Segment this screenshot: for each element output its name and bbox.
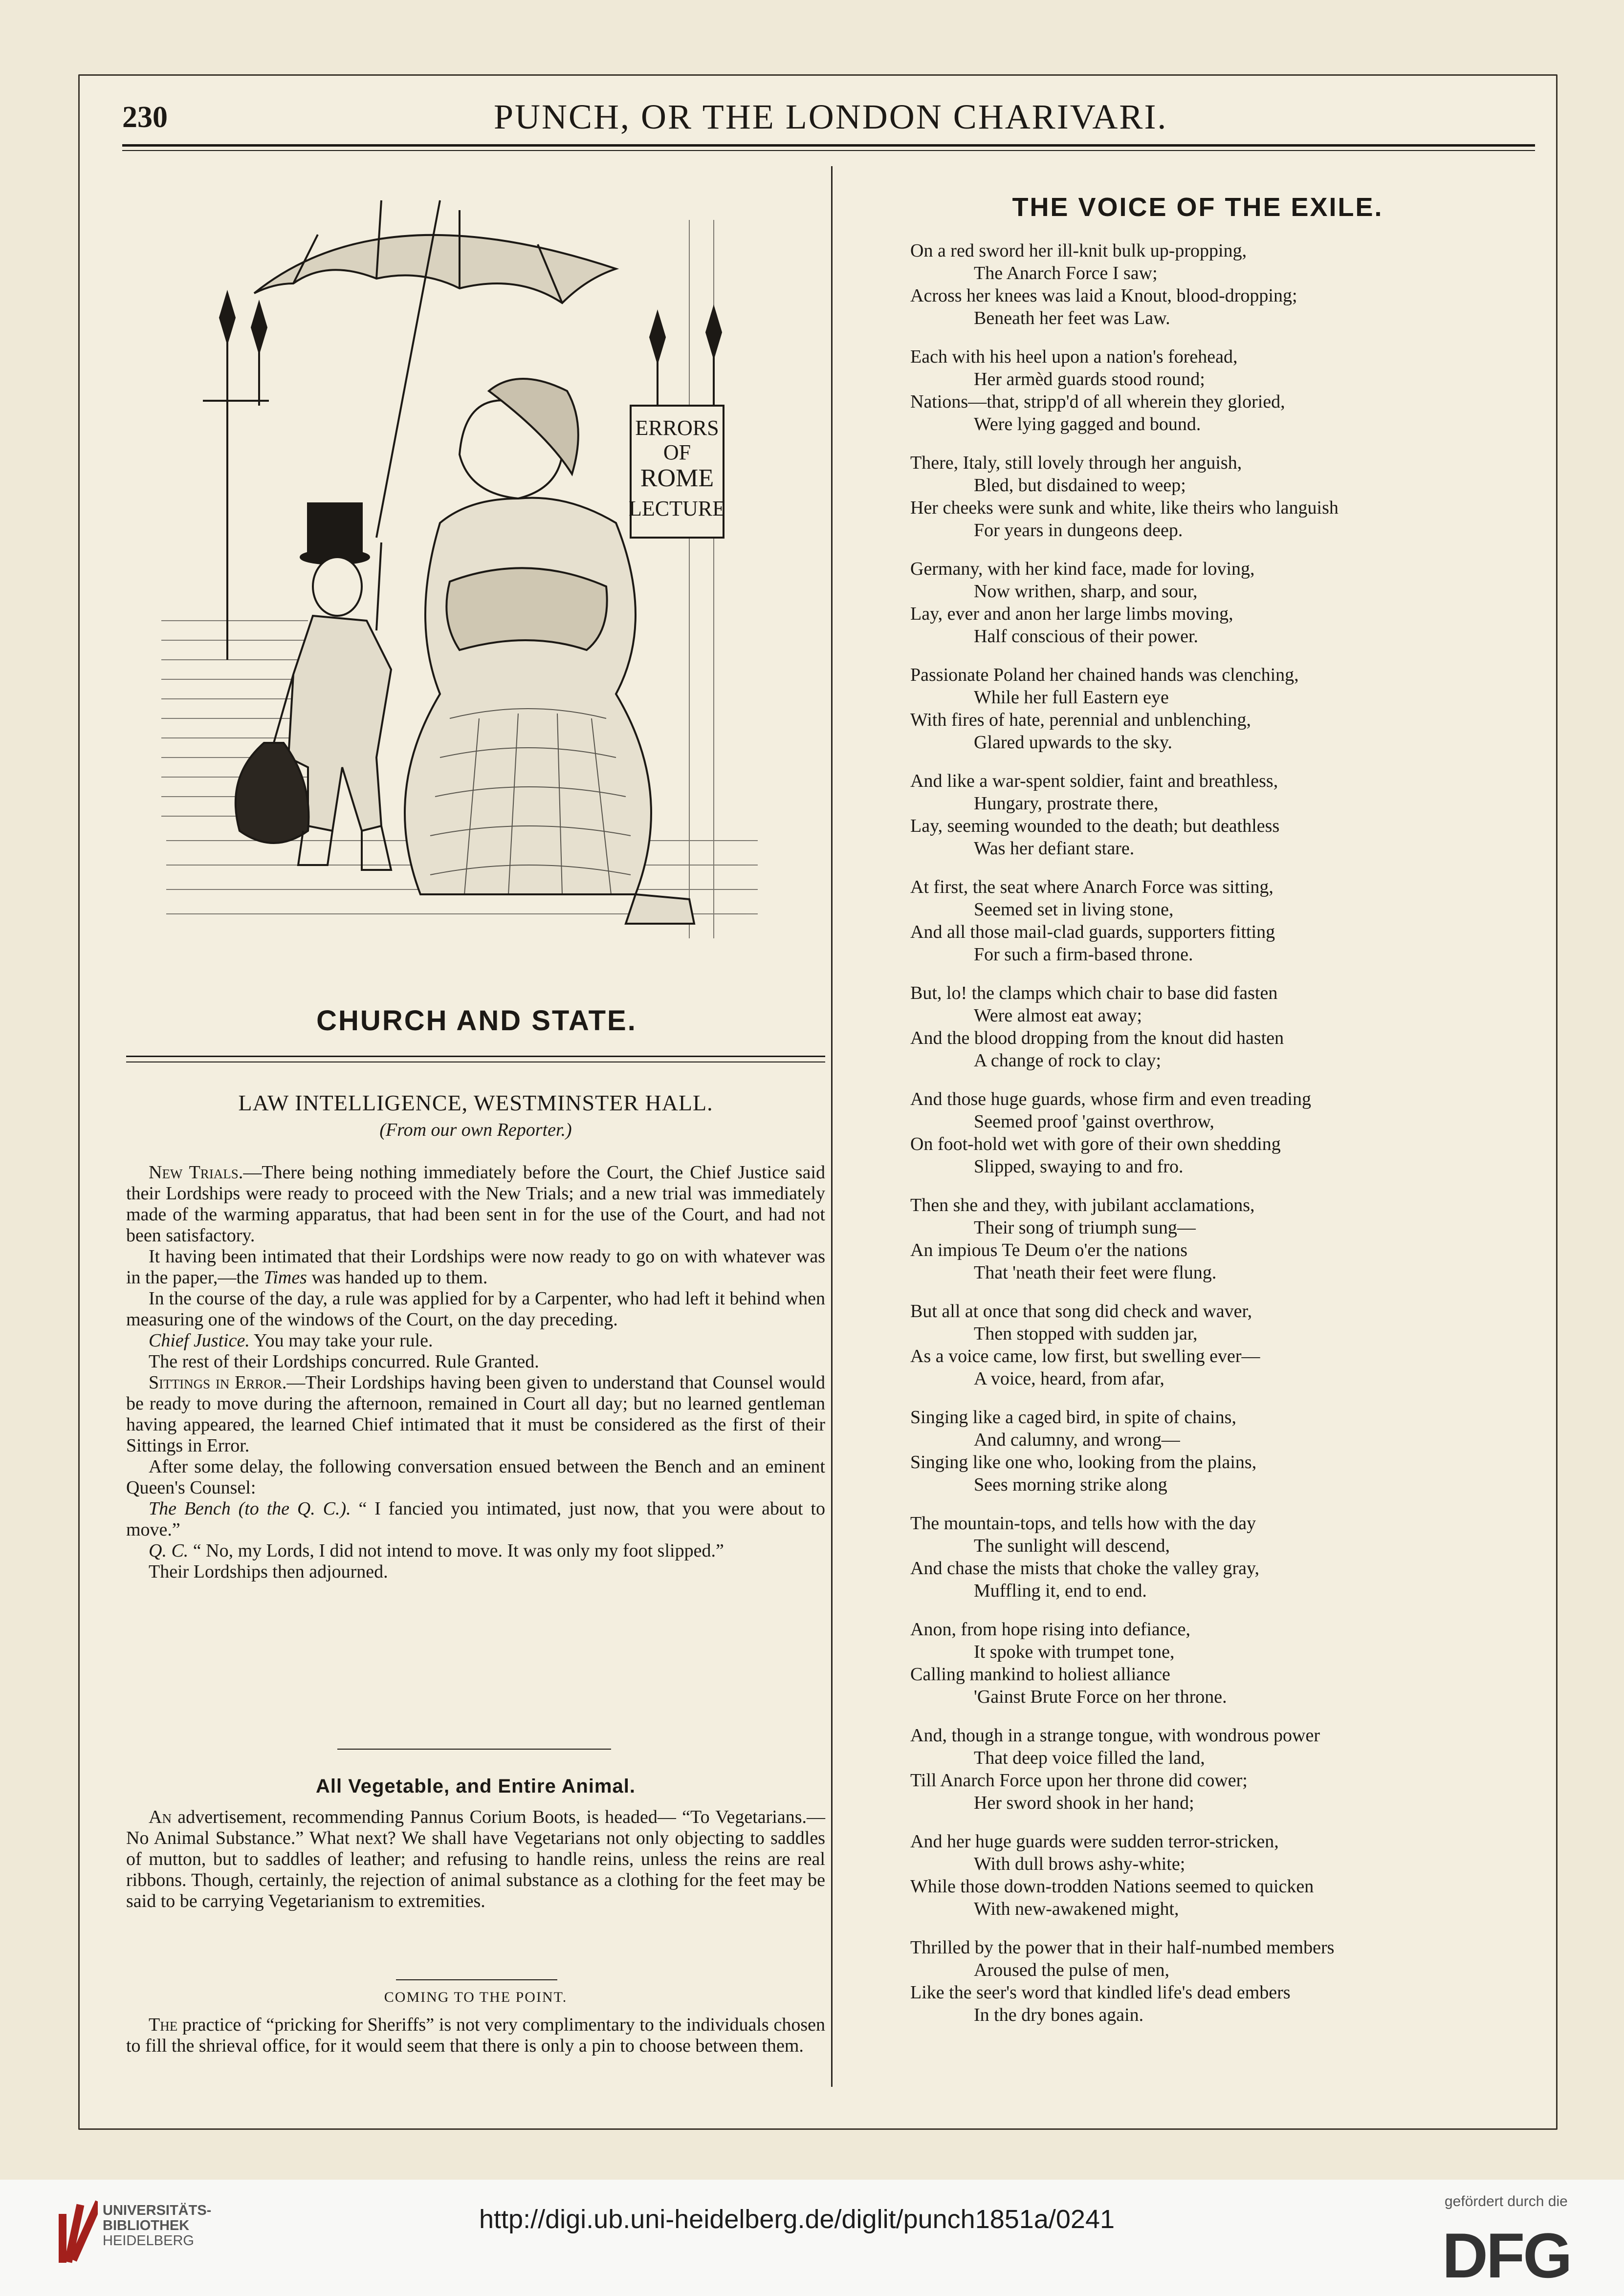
poster-line-4: LECTURE (629, 497, 725, 520)
paragraph: The practice of “pricking for Sheriffs” is not very complimentary to the individuals chosen to fill the shrieval office, for it would seem that there is only a pin to choose between them. (126, 2014, 825, 2056)
poem-stanza (910, 1300, 1541, 1390)
short-rule (396, 1979, 557, 1980)
poem-line: And like a war-spent soldier, faint and breathless, (910, 771, 1278, 791)
poem-line: And the blood dropping from the knout did hasten (910, 1028, 1284, 1048)
poem-line: Her armèd guards stood round; (974, 369, 1205, 390)
poem-line: Hungary, prostrate there, (974, 793, 1159, 814)
poem-line: Beneath her feet was Law. (974, 308, 1170, 328)
poem-line: Their song of triumph sung— (974, 1217, 1196, 1238)
poem-line: Half conscious of their power. (974, 626, 1199, 647)
poem-line: Across her knees was laid a Knout, blood-dropping; (910, 285, 1297, 306)
law-subtitle: (From our own Reporter.) (379, 1120, 572, 1140)
poem-stanza (910, 876, 1541, 966)
poem-stanza (910, 1618, 1541, 1708)
poem-line: On a red sword her ill-knit bulk up-propping, (910, 240, 1247, 261)
poem-line: With new-awakened might, (974, 1899, 1179, 1919)
poem-line: A voice, heard, from afar, (974, 1368, 1164, 1389)
poem-line: At first, the seat where Anarch Force was sitting, (910, 877, 1273, 897)
poem-stanza (910, 452, 1541, 542)
section-rule (126, 1056, 825, 1057)
paragraph: New Trials.—There being nothing immediately before the Court, the Chief Justice said their Lordships were ready to proceed with the New Trials; and a new trial was immediately made of the warming apparatus, that had been sent in for the use of the Court, and had not been satisfactory. (126, 1162, 825, 1246)
poem-line: Passionate Poland her chained hands was clenching, (910, 665, 1299, 685)
poem-stanza (910, 346, 1541, 435)
poem-line: Like the seer's word that kindled life's dead embers (910, 1982, 1291, 2003)
poem-stanza (910, 664, 1541, 754)
poem-line: Then she and they, with jubilant acclamations, (910, 1195, 1255, 1215)
cartoon-illustration (147, 181, 807, 987)
poem-line: Singing like one who, looking from the plains, (910, 1452, 1257, 1473)
poem-line: Glared upwards to the sky. (974, 732, 1172, 753)
poem-line: 'Gainst Brute Force on her throne. (974, 1687, 1227, 1707)
poem-line: Calling mankind to holiest alliance (910, 1664, 1170, 1685)
poem-line: Slipped, swaying to and fro. (974, 1156, 1184, 1177)
paragraph: The rest of their Lordships concurred. Rule Granted. (149, 1351, 539, 1372)
poem-stanza (910, 1936, 1541, 2026)
footer-bar (0, 2180, 1624, 2296)
poem-line: Lay, ever and anon her large limbs moving, (910, 604, 1233, 624)
poem-line: Were lying gagged and bound. (974, 414, 1201, 434)
poem-line: Seemed proof 'gainst overthrow, (974, 1111, 1214, 1132)
poem-line: That 'neath their feet were flung. (974, 1262, 1217, 1283)
header-rule-thin (122, 150, 1535, 151)
poem-line: And all those mail-clad guards, supporters fitting (910, 922, 1275, 942)
poem-line: But, lo! the clamps which chair to base did fasten (910, 983, 1278, 1003)
page-title: PUNCH, OR THE LONDON CHARIVARI. (494, 97, 1168, 136)
poem-line: The Anarch Force I saw; (974, 263, 1158, 283)
poem-stanza (910, 1088, 1541, 1178)
poem-line: Nations—that, stripp'd of all wherein they gloried, (910, 391, 1285, 412)
poem-line: And her huge guards were sudden terror-stricken, (910, 1831, 1279, 1852)
point-title: COMING TO THE POINT. (384, 1989, 568, 2005)
umbrella (254, 200, 616, 538)
poem-line: Thrilled by the power that in their half-numbed members (910, 1937, 1335, 1958)
poem-line: And those huge guards, whose firm and even treading (910, 1089, 1311, 1109)
short-rule (337, 1749, 611, 1750)
poem-line: And chase the mists that choke the valley gray, (910, 1558, 1260, 1579)
poster-line-3: ROME (640, 464, 714, 492)
poem (910, 239, 1541, 2042)
poem-stanza (910, 1194, 1541, 1284)
poem-line: For such a firm-based throne. (974, 944, 1193, 965)
poem-stanza (910, 1406, 1541, 1496)
poem-line: There, Italy, still lovely through her anguish, (910, 453, 1242, 473)
poem-line: Her sword shook in her hand; (974, 1793, 1194, 1813)
poem-line: Was her defiant stare. (974, 838, 1135, 859)
paragraph: Q. C. “ No, my Lords, I did not intend to move. It was only my foot slipped.” (149, 1540, 724, 1561)
poem-line: With fires of hate, perennial and unblenching, (910, 710, 1251, 730)
poem-line: It spoke with trumpet tone, (974, 1642, 1175, 1662)
poem-stanza (910, 239, 1541, 329)
library-name: UNIVERSITÄTS- BIBLIOTHEK HEIDELBERG (103, 2203, 212, 2249)
poem-line: And, though in a strange tongue, with wondrous power (910, 1725, 1320, 1746)
header-rule (122, 144, 1535, 147)
poem-line: An impious Te Deum o'er the nations (910, 1240, 1188, 1260)
poem-line: Lay, seeming wounded to the death; but deathless (910, 816, 1280, 836)
page-number: 230 (122, 101, 168, 134)
poem-line: On foot-hold wet with gore of their own shedding (910, 1134, 1281, 1154)
lead-in: Sittings in Error. (149, 1372, 287, 1393)
veg-title: All Vegetable, and Entire Animal. (316, 1776, 636, 1797)
poem-line: While her full Eastern eye (974, 687, 1169, 708)
paragraph: In the course of the day, a rule was applied for by a Carpenter, who had left it behind when measuring one of the windows of the Court, on the day preceding. (126, 1288, 825, 1330)
poem-stanza (910, 558, 1541, 648)
poster-line-1: ERRORS (635, 416, 719, 440)
poem-line: Muffling it, end to end. (974, 1581, 1147, 1601)
poem-line: The mountain-tops, and tells how with the day (910, 1513, 1256, 1534)
paragraph: The Bench (to the Q. C.). “ I fancied you intimated, just now, that you were about to move.” (126, 1498, 825, 1540)
poem-line: That deep voice filled the land, (974, 1748, 1205, 1768)
poem-line: Anon, from hope rising into defiance, (910, 1619, 1191, 1640)
poem-line: A change of rock to clay; (974, 1050, 1162, 1071)
poem-line: In the dry bones again. (974, 2005, 1144, 2025)
sponsor-text: gefördert durch die (1445, 2193, 1568, 2209)
poem-line: As a voice came, low first, but swelling ever— (910, 1346, 1260, 1366)
lead-in: New Trials. (149, 1162, 243, 1183)
poem-line: Till Anarch Force upon her throne did cower; (910, 1770, 1248, 1791)
column-divider (831, 166, 833, 2087)
poem-line: For years in dungeons deep. (974, 520, 1183, 541)
law-title: LAW INTELLIGENCE, WESTMINSTER HALL. (238, 1090, 713, 1115)
poem-stanza (910, 1724, 1541, 1814)
poem-line: But all at once that song did check and waver, (910, 1301, 1252, 1321)
poem-stanza (910, 1512, 1541, 1602)
poem-stanza (910, 1830, 1541, 1920)
cartoon-caption: CHURCH AND STATE. (316, 1005, 637, 1037)
poem-line: Her cheeks were sunk and white, like theirs who languish (910, 498, 1339, 518)
poem-line: Singing like a caged bird, in spite of chains, (910, 1407, 1236, 1428)
dfg-logo: DFG (1442, 2220, 1571, 2291)
poem-line: And calumny, and wrong— (974, 1430, 1180, 1450)
poem-line: Bled, but disdained to weep; (974, 475, 1186, 496)
law-article (126, 1162, 825, 1582)
boy-figure (236, 503, 391, 870)
poem-stanza (910, 770, 1541, 860)
paragraph: Their Lordships then adjourned. (149, 1561, 388, 1582)
poem-line: While those down-trodden Nations seemed to quicken (910, 1876, 1314, 1897)
library-logo-icon (54, 2194, 98, 2268)
poem-line: With dull brows ashy-white; (974, 1854, 1185, 1874)
poster-line-2: OF (663, 440, 691, 464)
poem-line: Seemed set in living stone, (974, 899, 1174, 920)
point-article (126, 2014, 825, 2057)
poem-title: THE VOICE OF THE EXILE. (1012, 193, 1383, 222)
poem-line: Sees morning strike along (974, 1474, 1167, 1495)
section-rule-thin (126, 1061, 825, 1062)
poem-line: Now writhen, sharp, and sour, (974, 581, 1198, 602)
poem-line: Aroused the pulse of men, (974, 1960, 1169, 1980)
poem-line: The sunlight will descend, (974, 1536, 1170, 1556)
poem-stanza (910, 982, 1541, 1072)
paragraph: An advertisement, recommending Pannus Corium Boots, is headed— “To Vegetarians.—No Animal Substance.” What next? We shall have Vegetarians not only objecting to saddles of mutton, but to saddles of leather; and refusing to handle reins, unless the reins are real ribbons. Though, certainly, the rejection of animal substance as a clothing for the feet may be said to be carrying Vegetarianism to extremities. (126, 1807, 825, 1911)
poem-line: Each with his heel upon a nation's forehead, (910, 347, 1238, 367)
veg-article (126, 1807, 825, 1912)
paragraph: Sittings in Error.—Their Lordships having been given to understand that Counsel would be ready to move during the afternoon, remained in Court all day; but no learned gentleman having appeared, the learned Chief intimated that it must be considered as the first of their Sittings in Error. (126, 1372, 826, 1456)
paragraph: After some delay, the following conversation ensued between the Bench and an eminent Queen's Counsel: (126, 1456, 825, 1498)
poem-line: Then stopped with sudden jar, (974, 1323, 1198, 1344)
source-url-link[interactable]: http://digi.ub.uni-heidelberg.de/diglit/punch1851a/0241 (479, 2205, 1115, 2234)
paragraph: It having been intimated that their Lordships were now ready to go on with whatever was in the paper,—the Times was handed up to them. (126, 1246, 825, 1288)
poem-line: Were almost eat away; (974, 1005, 1142, 1026)
poem-line: Germany, with her kind face, made for loving, (910, 559, 1255, 579)
paragraph: Chief Justice. You may take your rule. (149, 1330, 433, 1351)
